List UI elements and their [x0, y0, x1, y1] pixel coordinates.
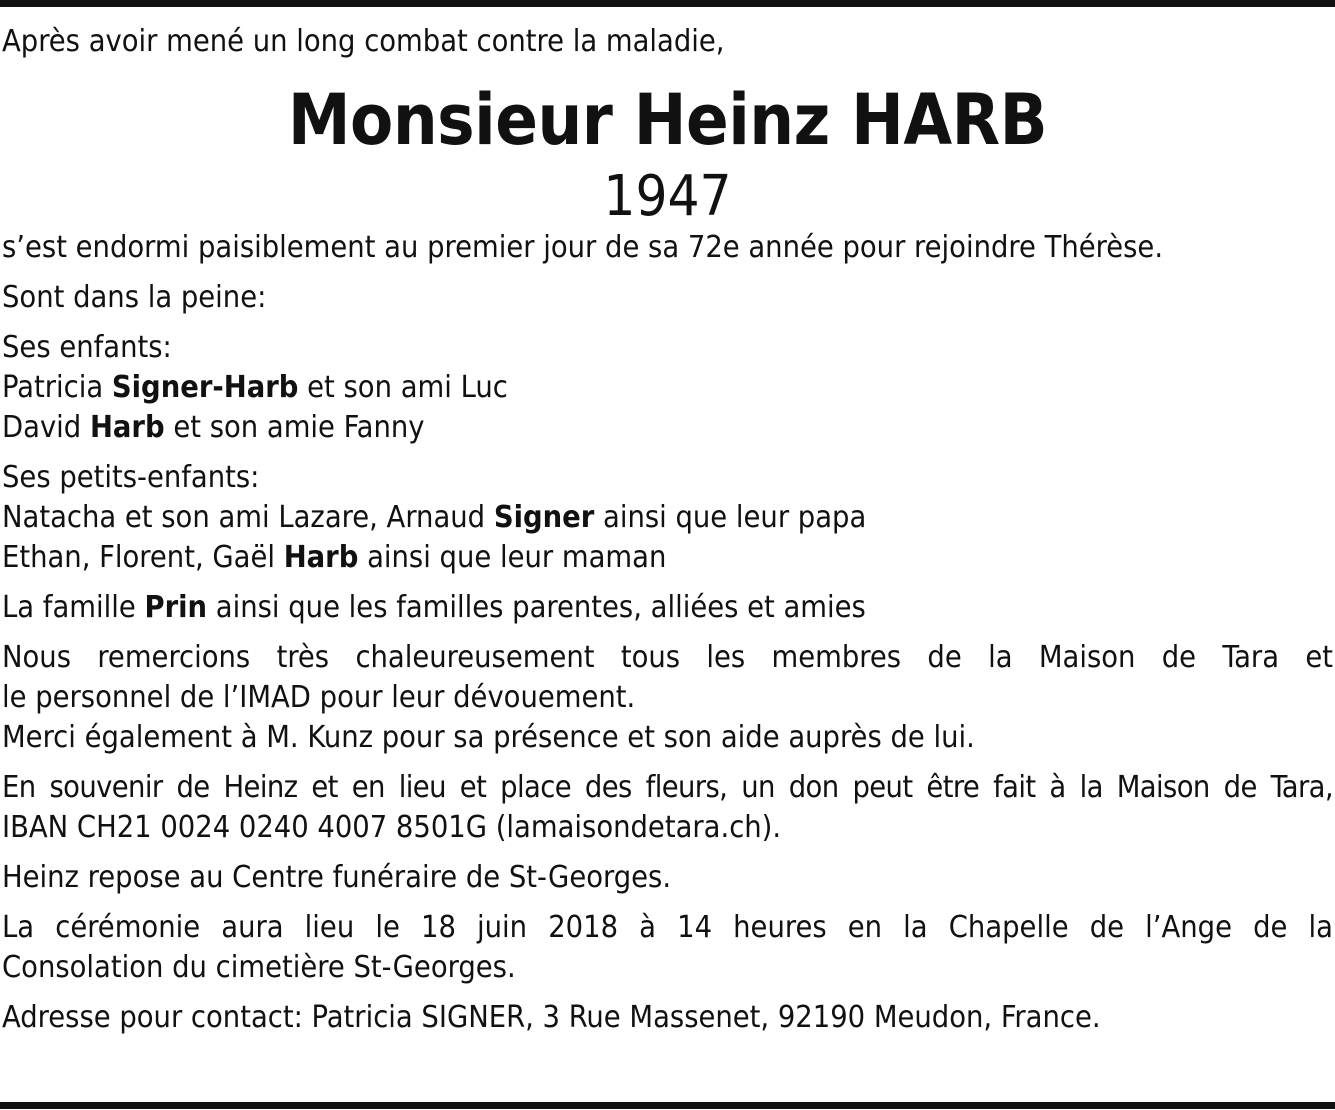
- extended-family-line: La famille Prin ainsi que les familles parentes, alliées et amies: [2, 590, 866, 625]
- thanks-line-2: le personnel de l’IMAD pour leur dévouement.: [2, 680, 636, 715]
- grandchildren-heading: Ses petits-enfants:: [2, 460, 260, 495]
- surname: Harb: [89, 410, 165, 445]
- contact-address: Adresse pour contact: Patricia SIGNER, 3 Rue Massenet, 92190 Meudon, France.: [2, 1000, 1101, 1035]
- thanks-line-3: Merci également à M. Kunz pour sa présence et son aide auprès de lui.: [2, 720, 975, 755]
- mourners-heading: Sont dans la peine:: [2, 280, 267, 315]
- thanks-line-1: Nous remercions très chaleureusement tous les membres de la Maison de Tara et: [2, 640, 1333, 675]
- surname: Harb: [283, 540, 359, 575]
- ceremony-section: [2, 908, 1333, 988]
- top-rule: [0, 0, 1335, 7]
- child-line-2: David Harb et son amie Fanny: [2, 410, 425, 445]
- ceremony-line-2: Consolation du cimetière St-Georges.: [2, 950, 516, 985]
- obituary-notice: [2, 22, 1333, 1038]
- grandchild-line-2: Ethan, Florent, Gaël Harb ainsi que leur maman: [2, 540, 667, 575]
- donation-line-2: IBAN CH21 0024 0240 4007 8501G (lamaisondetara.ch).: [2, 810, 782, 845]
- children-heading: Ses enfants:: [2, 330, 172, 365]
- children-section: [2, 328, 1333, 448]
- surname: Prin: [144, 590, 208, 625]
- donation-section: [2, 768, 1333, 848]
- grandchild-line-1: Natacha et son ami Lazare, Arnaud Signer ainsi que leur papa: [2, 500, 867, 535]
- donation-line-1: En souvenir de Heinz et en lieu et place des fleurs, un don peut être fait à la Maison de Tara,: [2, 770, 1333, 805]
- surname: Signer: [493, 500, 595, 535]
- grandchildren-section: [2, 458, 1333, 578]
- birth-year: 1947: [603, 164, 732, 229]
- child-line-1: Patricia Signer-Harb et son ami Luc: [2, 370, 508, 405]
- bottom-rule: [0, 1102, 1335, 1109]
- deceased-name: Monsieur Heinz HARB: [287, 79, 1048, 161]
- intro-text: Après avoir mené un long combat contre la maladie,: [2, 24, 725, 59]
- announcement-text: s’est endormi paisiblement au premier jour de sa 72e année pour rejoindre Thérèse.: [2, 230, 1164, 265]
- surname: Signer-Harb: [111, 370, 299, 405]
- thanks-section: [2, 638, 1333, 758]
- ceremony-line-1: La cérémonie aura lieu le 18 juin 2018 à 14 heures en la Chapelle de l’Ange de la: [2, 910, 1333, 945]
- repose-text: Heinz repose au Centre funéraire de St-Georges.: [2, 860, 672, 895]
